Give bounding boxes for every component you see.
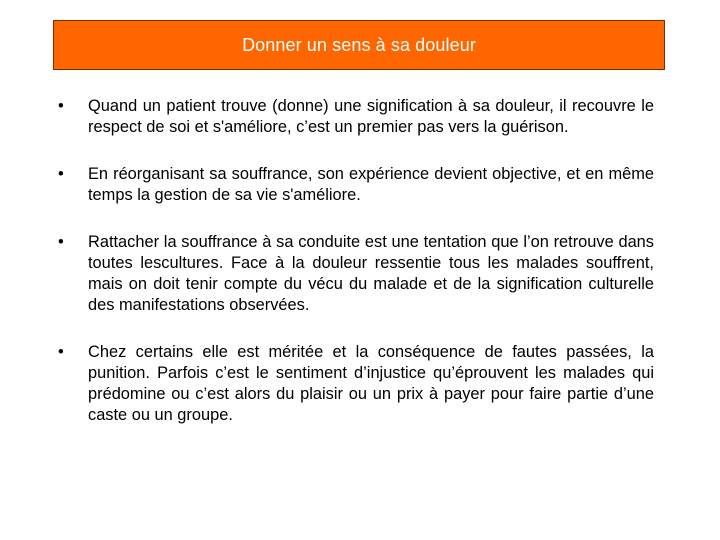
bullet-item bbox=[58, 164, 654, 206]
bullet-text: Quand un patient trouve (donne) une signification à sa douleur, il recouvre le respect de soi et s'améliore, c’est un premier pas vers la guérison. bbox=[88, 97, 654, 136]
bullet-text: Rattacher la souffrance à sa conduite est une tentation que l’on retrouve dans toutes lescultures. Face à la douleur ressentie tous les malades souffrent, mais on doit tenir compte du vécu du malade et de la signification culturelle des manifestations observées. bbox=[88, 233, 654, 314]
bullet-dot-icon: • bbox=[58, 343, 64, 361]
bullet-item bbox=[58, 342, 654, 426]
slide-title-box bbox=[53, 20, 665, 70]
bullet-list bbox=[58, 96, 654, 426]
bullet-text: En réorganisant sa souffrance, son expérience devient objective, et en même temps la gestion de sa vie s'améliore. bbox=[88, 165, 654, 204]
bullet-text: Chez certains elle est méritée et la conséquence de fautes passées, la punition. Parfois c’est le sentiment d’injustice qu’éprouvent les malades qui prédomine ou c’est alors du plaisir ou un prix à payer pour faire partie d’une caste ou un groupe. bbox=[88, 343, 654, 424]
bullet-item bbox=[58, 96, 654, 138]
bullet-dot-icon: • bbox=[58, 165, 64, 183]
bullet-dot-icon: • bbox=[58, 97, 64, 115]
slide-title: Donner un sens à sa douleur bbox=[242, 34, 476, 55]
bullet-item bbox=[58, 232, 654, 316]
bullet-dot-icon: • bbox=[58, 233, 64, 251]
